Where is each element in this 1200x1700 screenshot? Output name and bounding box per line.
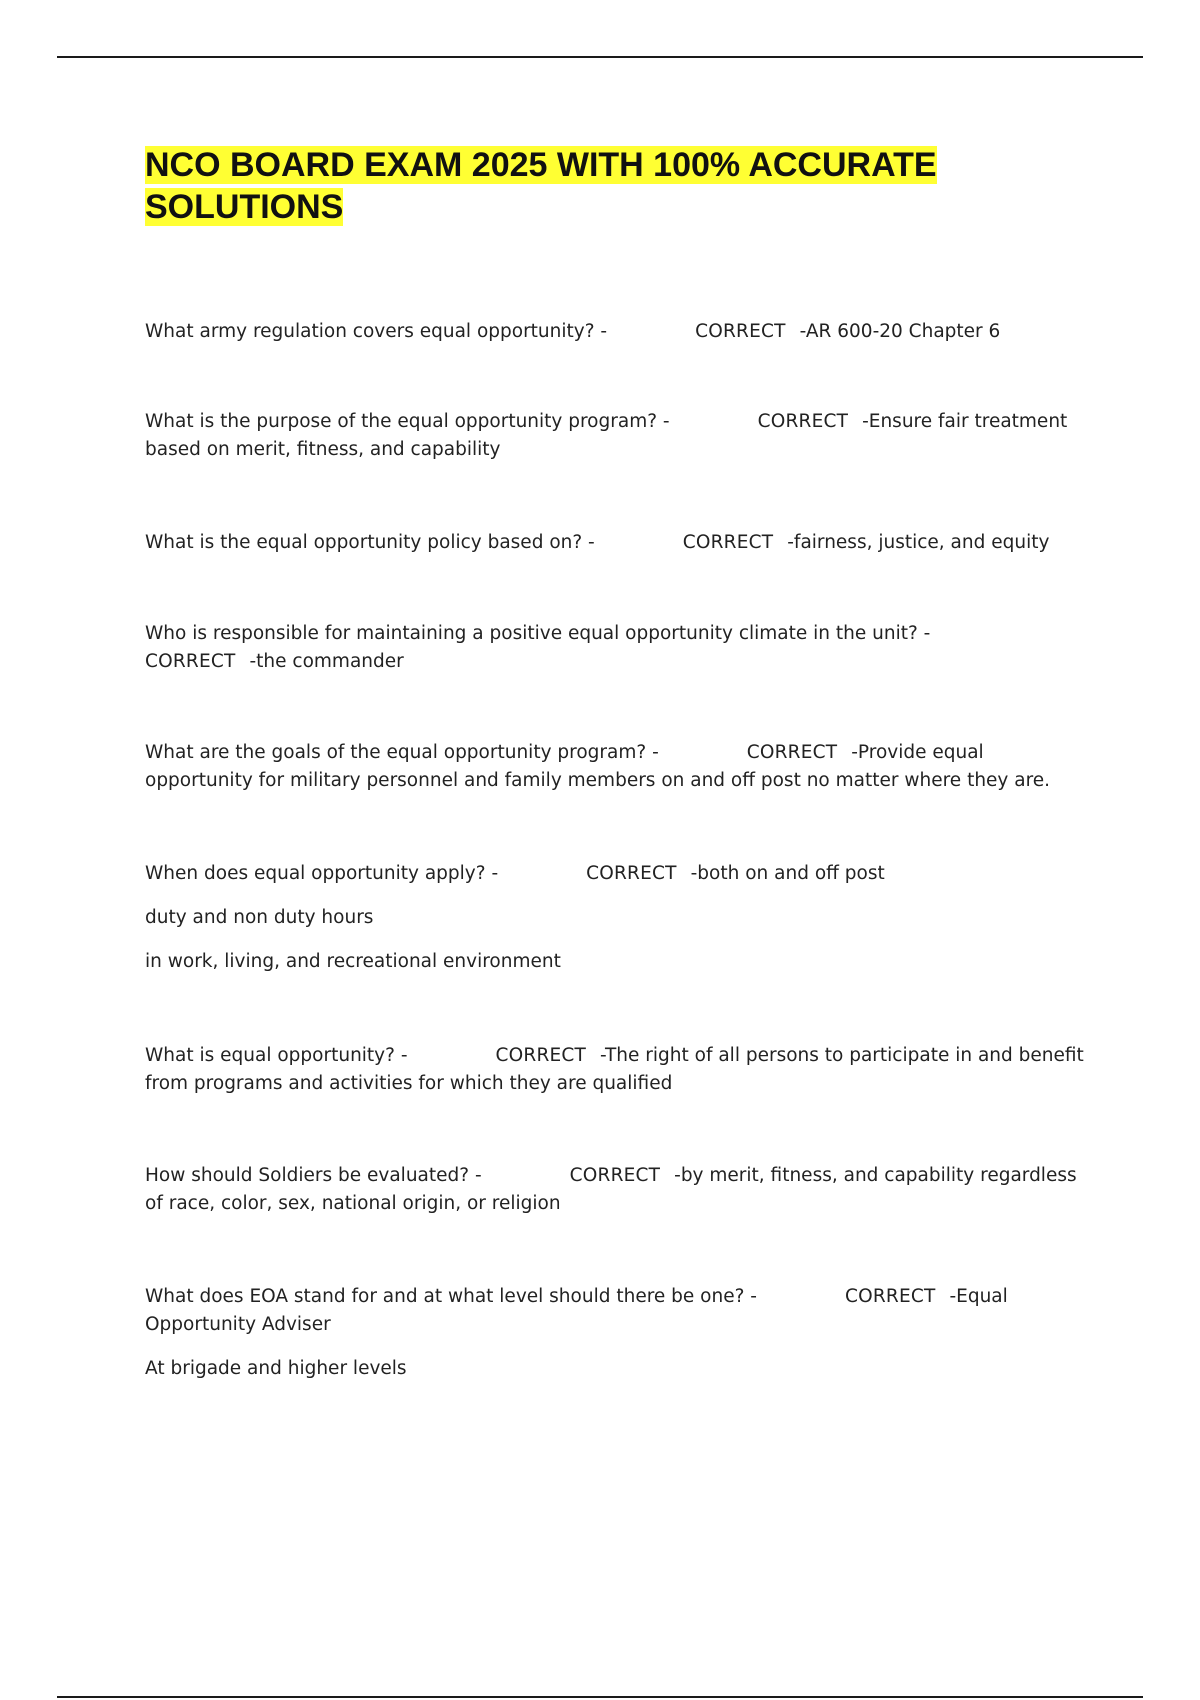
answer-text: -The right of all persons to participate in and benefit from programs and activities for which they are qualified (145, 1045, 1084, 1094)
page-title: NCO BOARD EXAM 2025 WITH 100% ACCURATE SOLUTIONS (145, 146, 937, 226)
question-text: What is the purpose of the equal opportunity program? - (145, 411, 670, 432)
correct-label: CORRECT (495, 1045, 587, 1066)
qa-item (145, 408, 1085, 464)
top-rule (57, 56, 1143, 58)
answer-text: -the commander (249, 651, 404, 672)
extra-line: At brigade and higher levels (145, 1358, 407, 1379)
answer-text: -Equal Opportunity Adviser (145, 1286, 1008, 1335)
correct-label: CORRECT (586, 863, 677, 884)
correct-label: CORRECT (569, 1165, 661, 1186)
qa-item (145, 1042, 1085, 1098)
correct-label: CORRECT (746, 742, 838, 763)
qa-item (145, 860, 1085, 976)
question-text: How should Soldiers be evaluated? - (145, 1165, 482, 1186)
answer-text: -AR 600-20 Chapter 6 (799, 321, 1001, 342)
qa-item (145, 739, 1085, 795)
correct-label: CORRECT (844, 1286, 936, 1307)
qa-item (145, 1283, 1085, 1383)
correct-label: CORRECT (757, 411, 849, 432)
answer-text: -by merit, fitness, and capability regardless of race, color, sex, national origin, or religion (145, 1165, 1077, 1214)
answer-text: -Ensure fair treatment based on merit, fitness, and capability (145, 411, 1068, 460)
question-text: What does EOA stand for and at what level should there be one? - (145, 1286, 757, 1307)
answer-text: -both on and off post (690, 863, 885, 884)
question-text: What army regulation covers equal opportunity? - (145, 321, 608, 342)
extra-line: duty and non duty hours (145, 907, 374, 928)
qa-item (145, 318, 1085, 346)
question-text: What is the equal opportunity policy based on? - (145, 532, 595, 553)
question-text: What is equal opportunity? - (145, 1045, 408, 1066)
qa-item (145, 529, 1085, 557)
answer-text: -Provide equal opportunity for military personnel and family members on and off post no matter where they are. (145, 742, 1051, 791)
question-text: When does equal opportunity apply? - (145, 863, 499, 884)
correct-label: CORRECT (682, 532, 774, 553)
answer-text: -fairness, justice, and equity (787, 532, 1050, 553)
correct-label: CORRECT (145, 651, 236, 672)
qa-item (145, 620, 1085, 676)
question-text: What are the goals of the equal opportunity program? - (145, 742, 659, 763)
extra-line: in work, living, and recreational environment (145, 951, 561, 972)
correct-label: CORRECT (695, 321, 786, 342)
bottom-rule (57, 1696, 1143, 1698)
qa-item (145, 1162, 1085, 1218)
question-text: Who is responsible for maintaining a positive equal opportunity climate in the unit? - (145, 623, 931, 644)
